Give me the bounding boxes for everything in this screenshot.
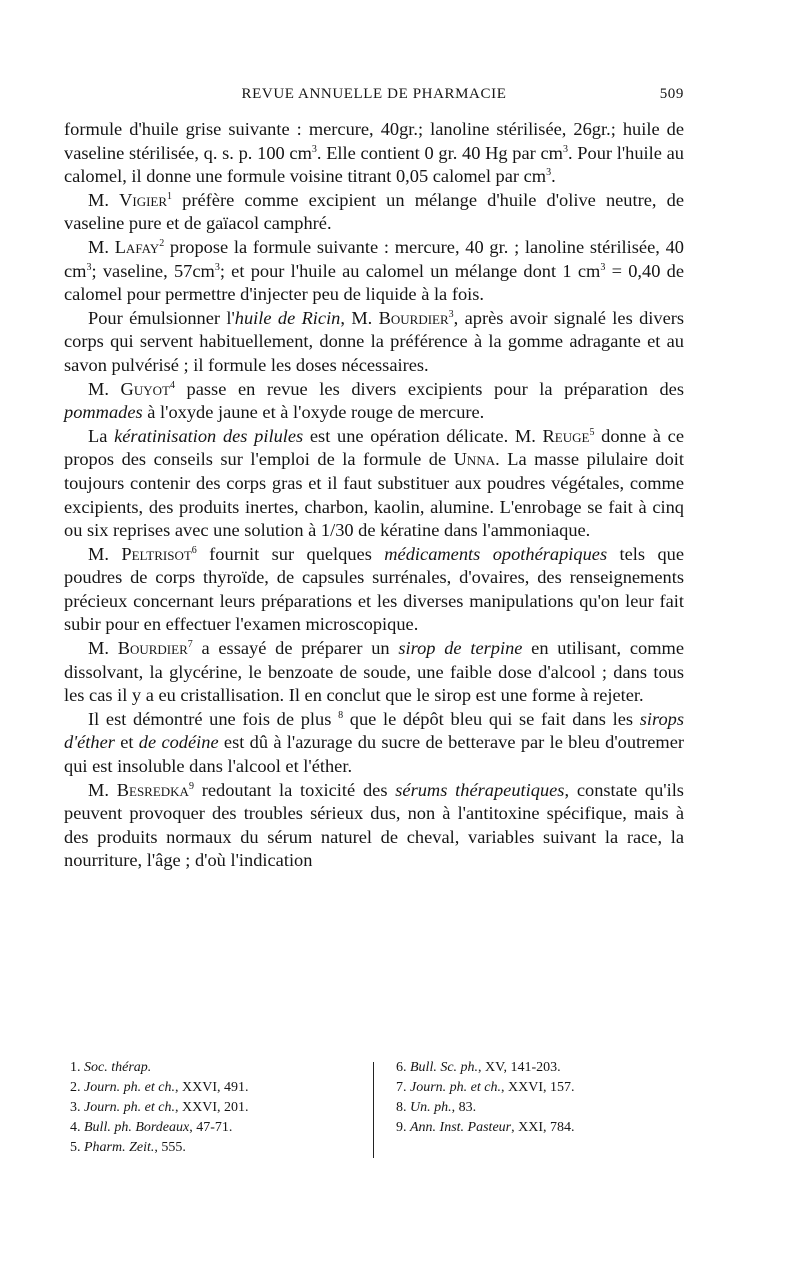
- footnote: [70, 1058, 360, 1078]
- author-name: Reuge: [542, 425, 590, 446]
- paragraph: [64, 425, 684, 543]
- italic-run: sérums thérapeutiques: [395, 779, 565, 800]
- footnote-ref: 3: [448, 308, 454, 320]
- italic-run: Soc. thérap.: [84, 1060, 152, 1075]
- footnote-ref: 7: [187, 639, 193, 651]
- text-run: M.: [88, 779, 117, 800]
- text-run: a essayé de préparer un: [192, 638, 399, 659]
- italic-run: pommades: [64, 402, 143, 423]
- footnote-ref: 1: [167, 190, 173, 202]
- text-run: propose la formule suivante : mercure, 40 gr. ; lanoline stérilisée, 40 cm: [64, 236, 684, 281]
- text-run: formule d'huile grise suivante : mercure, 40gr.; lanoline stérilisée, 26gr.; huile de vaseline stérilisée, q. s. p. 100 cm: [64, 119, 684, 163]
- italic-run: Pharm. Zeit.: [84, 1140, 155, 1155]
- text-run: Pour émulsionner l': [88, 307, 235, 328]
- footnote-number: 8.: [396, 1100, 407, 1115]
- text-run: donne à ce propos des conseils sur l'emploi de la formule de: [64, 425, 684, 470]
- italic-run: kératinisation des pilules: [114, 425, 304, 446]
- footnote: [396, 1118, 666, 1138]
- text-run: , XXVI, 157.: [500, 1080, 575, 1095]
- footnotes-right-column: [396, 1058, 666, 1138]
- text-run: , constate qu'ils peuvent provoquer des troubles sérieux dus, non à l'antitoxine spécifique, mais à des produits normaux du sérum naturel de cheval, variables suivant la race, la nourriture, l'âge ; d'où l'indication: [64, 779, 684, 871]
- text-run: préfère comme excipient un mélange d'huile d'olive neutre, de vaseline pure et de gaïacol camphré.: [64, 189, 684, 234]
- running-header: [64, 86, 684, 106]
- footnote: [70, 1138, 360, 1158]
- text-run: , 555.: [154, 1140, 186, 1155]
- text-run: est dû à l'azurage du sucre de betterave par le bleu d'outremer qui est insoluble dans l'alcool et l'éther.: [64, 732, 685, 777]
- text-run: M.: [88, 378, 121, 399]
- italic-run: de codéine: [138, 732, 219, 753]
- text-run: ; vaseline, 57cm: [91, 260, 215, 281]
- footnote-number: 5.: [70, 1140, 81, 1155]
- text-run: que le dépôt bleu qui se fait dans les: [343, 708, 640, 729]
- footnote-ref: 8: [338, 709, 344, 721]
- footnote-number: 9.: [396, 1120, 407, 1135]
- text-run: M.: [88, 189, 120, 210]
- footnote-ref: 3: [311, 143, 317, 155]
- text-run: M.: [88, 543, 122, 564]
- page-number: 509: [659, 86, 684, 102]
- footnote: [70, 1078, 360, 1098]
- text-run: La: [88, 425, 115, 446]
- text-run: en utilisant, comme dissolvant, la glycérine, le benzoate de soude, une faible dose d'alcool ; dans tous les cas il y a eu cristallisation. Il en conclut que le sirop est une forme à rejeter.: [64, 638, 685, 706]
- footnote-number: 3.: [70, 1100, 81, 1115]
- text-run: . Pour l'huile au calomel, il donne une formule voisine titrant 0,05 calomel par cm: [64, 142, 685, 187]
- paragraph: [64, 236, 684, 307]
- footnote-column-divider: [373, 1062, 374, 1158]
- text-run: Il est démontré une fois de plus: [88, 708, 339, 729]
- author-name: Guyot: [120, 378, 170, 399]
- paragraph: [64, 779, 684, 873]
- author-name: Peltrisot: [121, 543, 192, 564]
- italic-run: Journ. ph. et ch.: [84, 1080, 175, 1095]
- footnote-ref: 5: [589, 426, 595, 438]
- italic-run: sirops d'éther: [64, 708, 685, 753]
- author-name: Unna: [453, 449, 496, 470]
- text-run: , 47-71.: [189, 1120, 233, 1135]
- italic-run: huile de Ricin: [234, 307, 341, 328]
- footnote-ref: 3: [562, 143, 568, 155]
- footnote-number: 2.: [70, 1080, 81, 1095]
- text-run: fournit sur quelques: [196, 543, 385, 564]
- italic-run: Bull. Sc. ph.: [410, 1060, 479, 1075]
- footnote: [396, 1098, 666, 1118]
- footnote-ref: 2: [159, 237, 165, 249]
- main-text: [64, 118, 684, 873]
- italic-run: Ann. Inst. Pasteur: [410, 1120, 512, 1135]
- text-run: , XXVI, 201.: [174, 1100, 249, 1115]
- text-run: . La masse pilulaire doit toujours contenir des corps gras et il faut substituer aux poudres végétales, comme excipients, des produits inertes, charbon, kaolin, alumine. L'enrobage se fait à cinq ou six reprises avec une solution à 1/30 de kératine dans l'ammoniaque.: [64, 449, 684, 541]
- text-run: , M.: [340, 307, 379, 328]
- italic-run: sirop de terpine: [398, 638, 523, 659]
- footnote-ref: 3: [600, 261, 606, 273]
- text-run: , après avoir signalé les divers corps qui servent habituellement, donne la préférence à la gomme adragante et au savon pulvérisé ; il formule les doses nécessaires.: [64, 307, 685, 375]
- author-name: Bourdier: [378, 307, 449, 328]
- text-run: M.: [88, 236, 115, 257]
- paragraph: [64, 118, 684, 189]
- text-run: . Elle contient 0 gr. 40 Hg par cm: [316, 142, 563, 163]
- footnote-number: 4.: [70, 1120, 81, 1135]
- text-run: redoutant la toxicité des: [193, 779, 396, 800]
- author-name: Lafay: [114, 236, 160, 257]
- footnote: [70, 1098, 360, 1118]
- footnotes: [70, 1058, 650, 1158]
- paragraph: [64, 378, 684, 425]
- text-run: à l'oxyde jaune et à l'oxyde rouge de mercure.: [142, 402, 485, 423]
- footnote: [396, 1058, 666, 1078]
- footnote-ref: 4: [169, 379, 175, 391]
- text-run: ; et pour l'huile au calomel un mélange dont 1 cm: [219, 260, 601, 281]
- paragraph: [64, 708, 684, 779]
- footnote-ref: 6: [191, 544, 197, 556]
- text-run: , XXVI, 491.: [174, 1080, 249, 1095]
- text-run: passe en revue les divers excipients pour la préparation des: [174, 378, 684, 399]
- footnote: [396, 1078, 666, 1098]
- italic-run: Bull. ph. Bordeaux: [84, 1120, 190, 1135]
- footnote-ref: 3: [546, 167, 552, 179]
- footnotes-left-column: [70, 1058, 360, 1158]
- author-name: Bourdier: [117, 638, 188, 659]
- footnote-ref: 9: [188, 780, 194, 792]
- text-run: .: [551, 166, 556, 187]
- text-run: , XV, 141-203.: [478, 1060, 561, 1075]
- author-name: Vigier: [119, 189, 168, 210]
- footnote-number: 6.: [396, 1060, 407, 1075]
- paragraph: [64, 307, 684, 378]
- footnote-ref: 3: [86, 261, 92, 273]
- footnote-number: 1.: [70, 1060, 81, 1075]
- footnote: [70, 1118, 360, 1138]
- footnote-ref: 3: [214, 261, 220, 273]
- text-run: est une opération délicate. M.: [303, 425, 543, 446]
- italic-run: Un. ph.: [410, 1100, 452, 1115]
- text-run: tels que poudres de corps thyroïde, de capsules surrénales, d'ovaires, des renseignements précieux concernant leurs préparations et les diverses manipulations qu'on leur fait subir pour en effectuer l'examen microscopique.: [64, 543, 685, 635]
- journal-title: REVUE ANNUELLE DE PHARMACIE: [241, 86, 507, 102]
- text-run: , 83.: [451, 1100, 477, 1115]
- text-run: = 0,40 de calomel pour permettre d'injecter peu de liquide à la fois.: [64, 260, 685, 305]
- paragraph: [64, 637, 684, 708]
- footnote-number: 7.: [396, 1080, 407, 1095]
- text-run: , XXI, 784.: [511, 1120, 575, 1135]
- paragraph: [64, 543, 684, 637]
- italic-run: médicaments opothérapiques: [384, 543, 608, 564]
- italic-run: Journ. ph. et ch.: [84, 1100, 175, 1115]
- text-run: et: [114, 732, 139, 753]
- author-name: Besredka: [116, 779, 189, 800]
- paragraph: [64, 189, 684, 236]
- text-run: M.: [88, 638, 118, 659]
- italic-run: Journ. ph. et ch.: [410, 1080, 501, 1095]
